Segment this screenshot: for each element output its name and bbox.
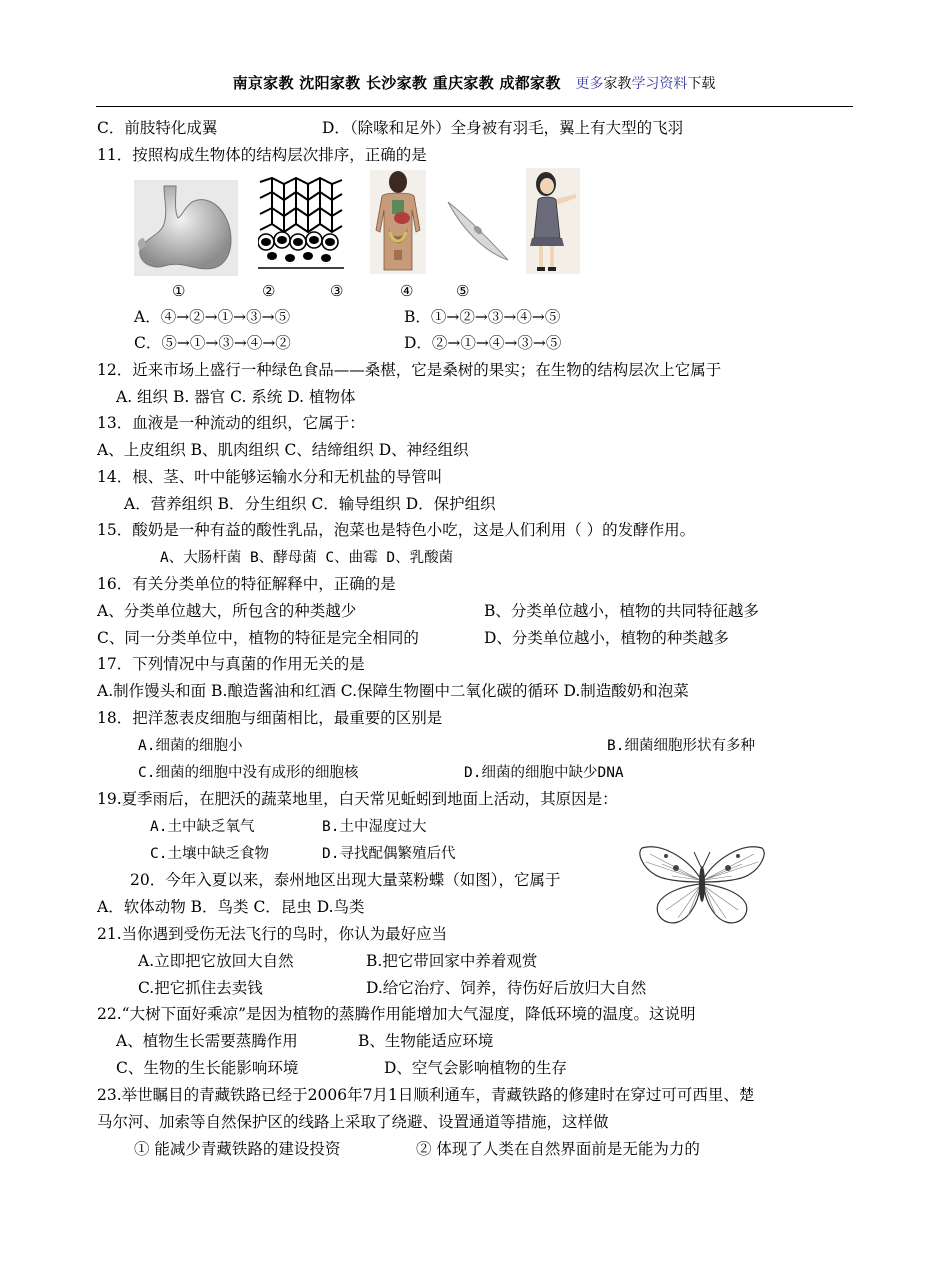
q21-stem: 21.当你遇到受伤无法飞行的鸟时，你认为最好应当 <box>97 925 448 943</box>
header-more-b: 家教 <box>603 76 632 92</box>
stomach-figure <box>134 180 238 276</box>
q12-options: A. 组织 B. 器官 C. 系统 D. 植物体 <box>116 388 356 406</box>
q18-option-d: D.细菌的细胞中缺少DNA <box>464 765 624 781</box>
q20-stem: 20．今年入夏以来，泰州地区出现大量菜粉蝶（如图），它属于 <box>130 871 561 889</box>
q21-option-b: B.把它带回家中养着观赏 <box>366 952 538 970</box>
q10-option-d: D．（除喙和足外）全身被有羽毛，翼上有大型的飞羽 <box>322 119 684 137</box>
q12-stem: 12．近来市场上盛行一种绿色食品——桑椹，它是桑树的果实；在生物的结构层次上它属于 <box>97 361 722 379</box>
butterfly-figure <box>636 840 768 928</box>
q16-option-d: D、分类单位越小，植物的种类越多 <box>484 629 729 647</box>
spindle-cell-figure <box>444 196 514 266</box>
q15-options: A、大肠杆菌 B、酵母菌 C、曲霉 D、乳酸菌 <box>160 550 454 566</box>
q11-option-b: B．①→②→③→④→⑤ <box>404 308 561 326</box>
q15-stem: 15．酸奶是一种有益的酸性乳品，泡菜也是特色小吃，这是人们利用（ ）的发酵作用。 <box>97 521 696 539</box>
figure-label-3: ③ <box>330 282 344 300</box>
q14-options: A．营养组织 B．分生组织 C．输导组织 D．保护组织 <box>124 495 496 513</box>
q22-option-b: B、生物能适应环境 <box>358 1032 494 1050</box>
q13-options: A、上皮组织 B、肌肉组织 C、结缔组织 D、神经组织 <box>97 441 469 459</box>
q16-stem: 16．有关分类单位的特征解释中，正确的是 <box>97 575 396 593</box>
header-more-link[interactable] <box>575 76 715 92</box>
q20-options: A．软体动物 B．鸟类 C．昆虫 D.鸟类 <box>97 898 365 916</box>
q16-option-b: B、分类单位越小，植物的共同特征越多 <box>484 602 759 620</box>
q23-option-2: ② 体现了人类在自然界面前是无能为力的 <box>416 1140 700 1158</box>
q19-option-b: B.土中湿度过大 <box>322 819 427 835</box>
human-body-figure <box>370 170 426 274</box>
q21-option-d: D.给它治疗、饲养，待伤好后放归大自然 <box>366 979 647 997</box>
girl-figure <box>526 168 580 274</box>
q16-option-c: C、同一分类单位中，植物的特征是完全相同的 <box>97 629 419 647</box>
q11-option-d: D．②→①→④→③→⑤ <box>404 334 562 352</box>
q11-option-c: C．⑤→①→③→④→② <box>134 334 291 352</box>
page-header <box>95 72 853 100</box>
header-rule <box>96 106 853 107</box>
figure-label-4: ④ <box>400 282 414 300</box>
q22-stem: 22.“大树下面好乘凉”是因为植物的蒸腾作用能增加大气湿度，降低环境的温度。这说明 <box>97 1005 696 1023</box>
q19-stem: 19.夏季雨后，在肥沃的蔬菜地里，白天常见蚯蚓到地面上活动，其原因是： <box>97 790 618 808</box>
header-more-c: 学习资料 <box>631 76 688 92</box>
q14-stem: 14．根、茎、叶中能够运输水分和无机盐的导管叫 <box>97 468 443 486</box>
q16-option-a: A、分类单位越大，所包含的种类越少 <box>97 602 357 620</box>
q11-option-a: A．④→②→①→③→⑤ <box>134 308 291 326</box>
q23-option-1: ① 能减少青藏铁路的建设投资 <box>134 1140 341 1158</box>
q10-option-c: C．前肢特化成翼 <box>97 119 218 137</box>
header-more-d: 下载 <box>687 76 716 92</box>
q18-option-c: C.细菌的细胞中没有成形的细胞核 <box>138 765 359 781</box>
q18-stem: 18．把洋葱表皮细胞与细菌相比，最重要的区别是 <box>97 709 443 727</box>
q17-stem: 17．下列情况中与真菌的作用无关的是 <box>97 655 365 673</box>
q17-options: A.制作馒头和面 B.酿造酱油和红酒 C.保障生物圈中二氧化碳的循环 D.制造酸奶和泡菜 <box>97 682 689 700</box>
q22-option-d: D、空气会影响植物的生存 <box>384 1059 567 1077</box>
q21-option-a: A.立即把它放回大自然 <box>138 952 294 970</box>
q22-option-a: A、植物生长需要蒸腾作用 <box>116 1032 298 1050</box>
q22-option-c: C、生物的生长能影响环境 <box>116 1059 299 1077</box>
q19-option-a: A.土中缺乏氧气 <box>150 819 255 835</box>
q19-option-d: D.寻找配偶繁殖后代 <box>322 846 456 862</box>
q21-option-c: C.把它抓住去卖钱 <box>138 979 263 997</box>
figure-label-1: ① <box>172 282 186 300</box>
q18-option-a: A.细菌的细胞小 <box>138 738 243 754</box>
tissue-figure <box>258 176 344 274</box>
q23-stem-line-1: 23.举世瞩目的青藏铁路已经于2006年7月1日顺利通车，青藏铁路的修建时在穿过可可西里、楚 <box>97 1086 755 1104</box>
q18-option-b: B.细菌细胞形状有多种 <box>607 738 755 754</box>
header-more-a: 更多 <box>575 76 604 92</box>
figure-label-2: ② <box>262 282 276 300</box>
q23-stem-line-2: 马尔河、加索等自然保护区的线路上采取了绕避、设置通道等措施，这样做 <box>97 1113 609 1131</box>
q13-stem: 13．血液是一种流动的组织，它属于： <box>97 414 365 432</box>
header-cities: 南京家教 沈阳家教 长沙家教 重庆家教 成都家教 <box>232 74 561 92</box>
figure-label-5: ⑤ <box>456 282 470 300</box>
q19-option-c: C.土壤中缺乏食物 <box>150 846 269 862</box>
q11-stem: 11．按照构成生物体的结构层次排序，正确的是 <box>97 146 427 164</box>
